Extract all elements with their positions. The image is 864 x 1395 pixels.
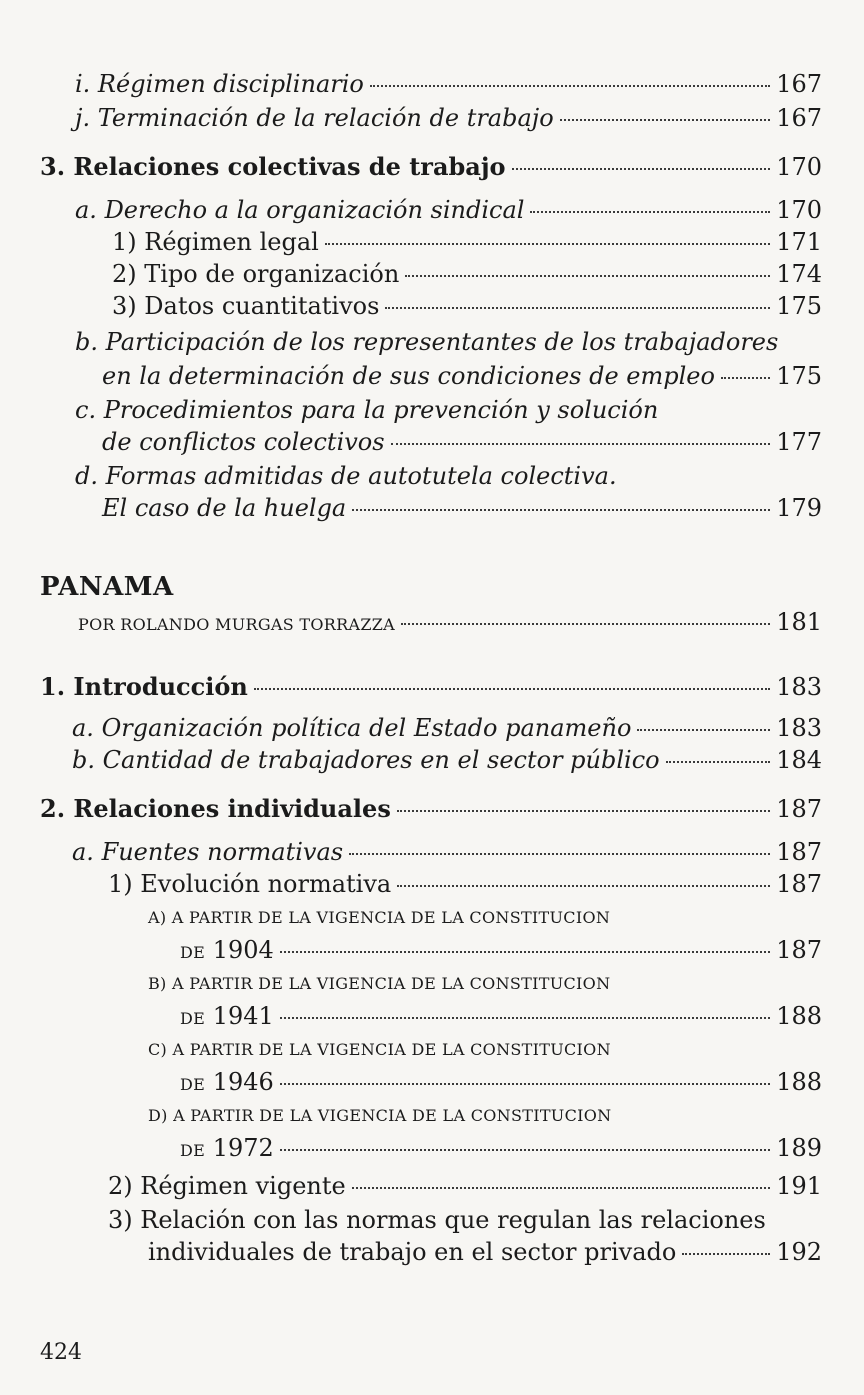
- entry-title: a. Fuentes normativas: [72, 838, 344, 866]
- toc-entry: [0, 1172, 822, 1200]
- entry-title: d. Formas admitidas de autotutela colectiva.: [75, 462, 617, 490]
- toc-entry: [0, 428, 822, 456]
- leader-dots: [254, 688, 770, 690]
- toc-entry: [0, 260, 822, 288]
- entry-label: A): [148, 908, 167, 927]
- entry-title: 1. Introducción: [40, 672, 248, 701]
- constitution-entry-line: [148, 1106, 611, 1125]
- entry-title: 1) Régimen legal: [112, 228, 319, 256]
- constitution-entry-line: [148, 908, 610, 927]
- author-name: ROLANDO MURGAS TORRAZZA: [120, 615, 396, 634]
- entry-page: 183: [776, 714, 822, 742]
- toc-entry: [0, 746, 822, 774]
- toc-entry: [0, 838, 822, 866]
- entry-page: 167: [776, 104, 822, 132]
- leader-dots: [280, 951, 770, 953]
- entry-title: 1) Evolución normativa: [108, 870, 392, 898]
- leader-dots: [530, 211, 770, 213]
- leader-dots: [721, 377, 770, 379]
- entry-title: 2) Tipo de organización: [112, 260, 400, 288]
- entry-title: A PARTIR DE LA VIGENCIA DE LA CONSTITUCION: [172, 1040, 611, 1059]
- leader-dots: [385, 307, 770, 309]
- page-number: 424: [40, 1340, 82, 1365]
- entry-title: i. Régimen disciplinario: [75, 70, 364, 98]
- entry-label: B): [148, 974, 167, 993]
- toc-section-entry: [0, 152, 822, 181]
- entry-page: 188: [776, 1002, 822, 1030]
- entry-page: 184: [776, 746, 822, 774]
- leader-dots: [352, 509, 770, 511]
- constitution-entry-line: [148, 974, 610, 993]
- toc-entry: [0, 292, 822, 320]
- entry-title: A PARTIR DE LA VIGENCIA DE LA CONSTITUCION: [171, 908, 611, 927]
- entry-page: 181: [776, 608, 822, 636]
- toc-entry: [0, 104, 822, 132]
- toc-entry: [0, 494, 822, 522]
- entry-title: individuales de trabajo en el sector privado: [148, 1238, 677, 1266]
- entry-page: 192: [776, 1238, 822, 1266]
- entry-page: 170: [776, 196, 822, 224]
- entry-label: D): [148, 1106, 168, 1125]
- leader-dots: [405, 275, 770, 277]
- leader-dots: [280, 1017, 770, 1019]
- entry-title: c. Procedimientos para la prevención y solución: [75, 396, 659, 424]
- leader-dots: [512, 168, 771, 170]
- entry-title: b. Cantidad de trabajadores en el sector público: [72, 746, 660, 774]
- entry-year: 1972: [212, 1134, 274, 1162]
- toc-entry: [0, 362, 822, 390]
- toc-entry: [0, 714, 822, 742]
- leader-dots: [637, 729, 770, 731]
- entry-page: 167: [776, 70, 822, 98]
- toc-entry: [0, 70, 822, 98]
- author-line: [78, 615, 395, 634]
- entry-page: 187: [776, 795, 822, 823]
- year-prefix: DE: [180, 1141, 206, 1160]
- constitution-entry-line: [148, 1040, 611, 1059]
- leader-dots: [325, 243, 770, 245]
- entry-page: 189: [776, 1134, 822, 1162]
- toc-entry: [0, 870, 822, 898]
- section-author-entry: [0, 608, 822, 636]
- leader-dots: [560, 119, 771, 121]
- entry-title: de conflictos colectivos: [102, 428, 385, 456]
- leader-dots: [666, 761, 771, 763]
- entry-page: 183: [776, 673, 822, 701]
- entry-title: b. Participación de los representantes de los trabajadores: [75, 328, 779, 356]
- year-prefix: DE: [180, 943, 206, 962]
- entry-page: 174: [776, 260, 822, 288]
- entry-title: a. Organización política del Estado panameño: [72, 714, 632, 742]
- leader-dots: [391, 443, 771, 445]
- entry-label: C): [148, 1040, 168, 1059]
- leader-dots: [349, 853, 770, 855]
- toc-entry: [0, 196, 822, 224]
- entry-title: j. Terminación de la relación de trabajo: [75, 104, 554, 132]
- leader-dots: [370, 85, 770, 87]
- toc-entry: [0, 1238, 822, 1266]
- entry-title: 3) Relación con las normas que regulan las relaciones: [108, 1206, 766, 1234]
- entry-title: 3. Relaciones colectivas de trabajo: [40, 152, 506, 181]
- toc-entry: [0, 1002, 822, 1030]
- entry-page: 191: [776, 1172, 822, 1200]
- leader-dots: [401, 623, 770, 625]
- entry-page: 187: [776, 936, 822, 964]
- year-prefix: DE: [180, 1075, 206, 1094]
- entry-page: 175: [776, 362, 822, 390]
- entry-year: 1941: [212, 1002, 274, 1030]
- entry-title: a. Derecho a la organización sindical: [75, 196, 525, 224]
- toc-section-entry: [0, 672, 822, 701]
- entry-page: 188: [776, 1068, 822, 1096]
- year-prefix: DE: [180, 1009, 206, 1028]
- leader-dots: [280, 1149, 770, 1151]
- toc-entry: [0, 228, 822, 256]
- entry-title: 2. Relaciones individuales: [40, 794, 391, 823]
- entry-title: 3) Datos cuantitativos: [112, 292, 380, 320]
- entry-page: 179: [776, 494, 822, 522]
- toc-entry: [0, 936, 822, 964]
- entry-page: 171: [776, 228, 822, 256]
- entry-page: 175: [776, 292, 822, 320]
- leader-dots: [397, 885, 770, 887]
- leader-dots: [352, 1187, 770, 1189]
- toc-entry: [0, 1134, 822, 1162]
- entry-title: en la determinación de sus condiciones de empleo: [102, 362, 715, 390]
- entry-title: A PARTIR DE LA VIGENCIA DE LA CONSTITUCION: [172, 974, 611, 993]
- author-prefix: POR: [78, 615, 115, 634]
- entry-page: 177: [776, 428, 822, 456]
- entry-year: 1946: [212, 1068, 274, 1096]
- entry-page: 187: [776, 870, 822, 898]
- toc-entry: [0, 1068, 822, 1096]
- entry-title: 2) Régimen vigente: [108, 1172, 346, 1200]
- entry-page: 170: [776, 153, 822, 181]
- section-heading: PANAMA: [40, 572, 174, 602]
- entry-title: El caso de la huelga: [102, 494, 347, 522]
- toc-section-entry: [0, 794, 822, 823]
- entry-year: 1904: [212, 936, 274, 964]
- entry-title: A PARTIR DE LA VIGENCIA DE LA CONSTITUCION: [173, 1106, 612, 1125]
- leader-dots: [682, 1253, 770, 1255]
- leader-dots: [280, 1083, 770, 1085]
- leader-dots: [397, 810, 770, 812]
- entry-page: 187: [776, 838, 822, 866]
